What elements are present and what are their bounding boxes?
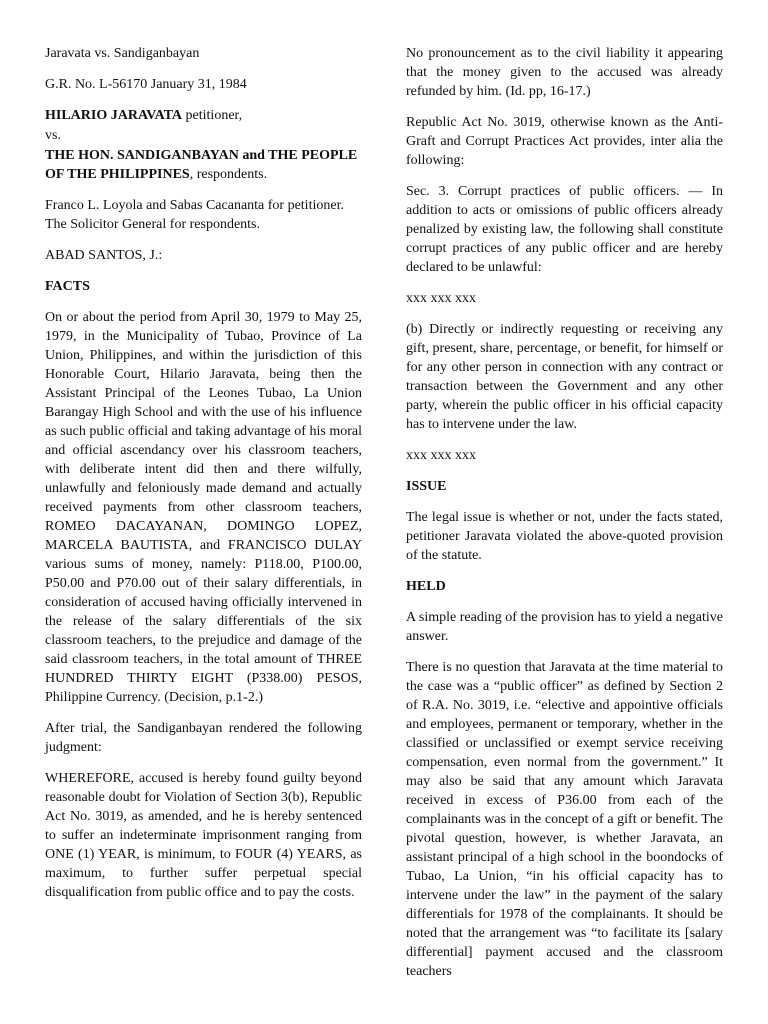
item-b-paragraph: (b) Directly or indirectly requesting or receiving any gift, present, share, percentage, or benefit, for himself or for any other person in connection with any contract or transaction between the Government and any other party, wherein the public officer in his official capacity has to intervene under the law. [406,322,723,432]
civil-liability-paragraph: No pronouncement as to the civil liability it appearing that the money given to the accused was already refunded by him. (Id. pp, 16-17.) [406,46,723,99]
held-paragraph: A simple reading of the provision has to yield a negative answer. [406,610,723,644]
counsel-petitioner: Franco L. Loyola and Sabas Cacananta for petitioner. [45,198,344,213]
petitioner-line [45,106,362,125]
issue-heading: ISSUE [406,479,447,494]
ra-3019-paragraph: Republic Act No. 3019, otherwise known as the Anti-Graft and Corrupt Practices Act provides, inter alia the following: [406,115,723,168]
respondent-role: , respondents. [189,167,268,182]
respondent-names: THE HON. SANDIGANBAYAN and THE PEOPLE OF THE PHILIPPINES [45,148,358,182]
public-officer-paragraph: There is no question that Jaravata at the time material to the case was a “public officer” as defined by Section 2 of R.A. No. 3019, i.e. “elective and appointive officials and employees, permanent or temporary, whether in the classified or unclassified or exempt service receiving compensation, even normal from the government.” It may also be said that any amount which Jaravata received in excess of P36.00 from each of the complainants was in the concept of a gift or benefit. The pivotal question, however, is whether Jaravata, an assistant principal of a high school in the boondocks of Tubao, La Union, “in his official capacity has to intervene under the law” in the payment of the salary differentials for 1978 of the complainants. It should be noted that the arrangement was “to facilitate its [salary differential] payment accused and the classroom teachers [406,660,723,979]
held-heading: HELD [406,579,446,594]
counsel-respondents: The Solicitor General for respondents. [45,217,260,232]
right-column [406,44,723,993]
gr-number: G.R. No. L-56170 January 31, 1984 [45,77,247,92]
petitioner-name: HILARIO JARAVATA [45,108,183,123]
issue-paragraph: The legal issue is whether or not, under the facts stated, petitioner Jaravata violated the above-quoted provision of the statute. [406,510,723,563]
respondent-line [45,146,362,184]
wherefore-paragraph: WHEREFORE, accused is hereby found guilty beyond reasonable doubt for Violation of Section 3(b), Republic Act No. 3019, as amended, and he is hereby sentenced to suffer an indeterminate imprisonment ranging from ONE (1) YEAR, is minimum, to FOUR (4) YEARS, as maximum, to further suffer perpetual special disqualification from public office and to pay the costs. [45,771,362,900]
after-trial-paragraph: After trial, the Sandiganbayan rendered the following judgment: [45,721,362,755]
ponente: ABAD SANTOS, J.: [45,248,163,263]
versus: vs. [45,128,61,143]
case-title: Jaravata vs. Sandiganbayan [45,46,200,61]
petitioner-role: petitioner, [182,108,243,123]
facts-heading: FACTS [45,279,90,294]
left-column [45,44,362,914]
ellipsis-line-2: xxx xxx xxx [406,448,476,463]
section-3-paragraph: Sec. 3. Corrupt practices of public officers. — In addition to acts or omissions of public officers already penalized by existing law, the following shall constitute corrupt practices of any public officer and are hereby declared to be unlawful: [406,184,723,275]
ellipsis-line-1: xxx xxx xxx [406,291,476,306]
facts-paragraph: On or about the period from April 30, 1979 to May 25, 1979, in the Municipality of Tubao, Province of La Union, Philippines, and within the jurisdiction of this Honorable Court, Hilario Jaravata, being then the Assistant Principal of the Leones Tubao, La Union Barangay High School and with the use of his influence as such public official and taking advantage of his moral and official ascendancy over his classroom teachers, with deliberate intent did then and there wilfully, unlawfully and feloniously made demand and actually received payments from other classroom teachers, ROMEO DACAYANAN, DOMINGO LOPEZ, MARCELA BAUTISTA, and FRANCISCO DULAY various sums of money, namely: P118.00, P100.00, P50.00 and P70.00 out of their salary differentials, in consideration of accused having officially intervened in the release of the salary differentials of the six classroom teachers, to the prejudice and damage of the said classroom teachers, in the total amount of THREE HUNDRED THIRTY EIGHT (P338.00) PESOS, Philippine Currency. (Decision, p.1-2.) [45,310,362,705]
